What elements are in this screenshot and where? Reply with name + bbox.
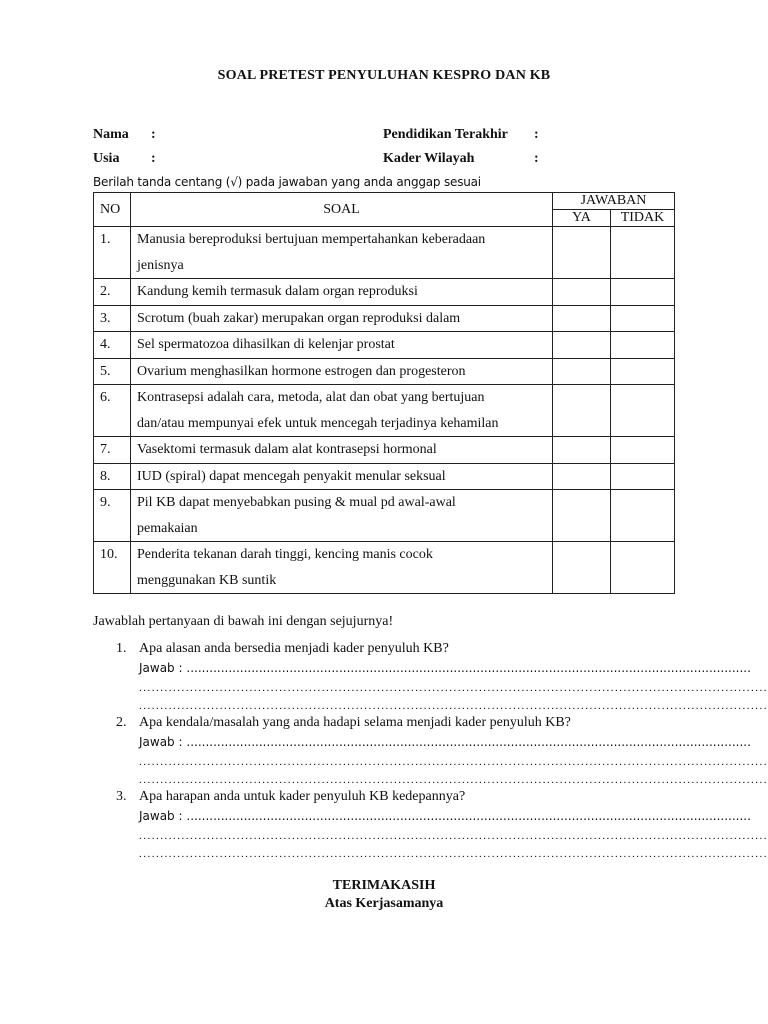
question-text-cont: dan/atau mempunyai efek untuk mencegah terjadinya kehamilan: [137, 415, 499, 431]
table-row: [94, 437, 675, 464]
page-title: SOAL PRETEST PENYULUHAN KESPRO DAN KB: [217, 68, 551, 83]
answer-field[interactable]: ....................................................................................................................................................: [139, 682, 768, 694]
answer-tidak-cell[interactable]: [611, 437, 675, 464]
row-number: 2.: [94, 279, 131, 306]
answer-field[interactable]: ....................................................................................................................................................: [139, 700, 768, 712]
table-row: [94, 463, 675, 490]
answer-ya-cell[interactable]: [553, 542, 611, 594]
essay-question-text: Apa harapan anda untuk kader penyuluh KB kedepannya?: [139, 789, 466, 804]
answer-tidak-cell[interactable]: [611, 332, 675, 359]
table-row: [94, 358, 675, 385]
essay-question: [116, 715, 571, 731]
field-label-pendidikan: Pendidikan Terakhir: [383, 127, 508, 142]
answer-tidak-cell[interactable]: [611, 305, 675, 332]
answer-ya-cell[interactable]: [553, 305, 611, 332]
answer-ya-cell[interactable]: [553, 227, 611, 279]
table-row: [94, 279, 675, 306]
closing-thanks: TERIMAKASIH: [332, 878, 436, 893]
row-number: 9.: [94, 490, 131, 542]
row-number: 5.: [94, 358, 131, 385]
question-text-cont: jenisnya: [137, 257, 184, 273]
essay-question-text: Apa kendala/masalah yang anda hadapi selama menjadi kader penyuluh KB?: [139, 715, 571, 730]
row-number: 7.: [94, 437, 131, 464]
header-jawaban: JAWABAN: [553, 193, 675, 210]
answer-field[interactable]: ....................................................................................................................................................: [139, 756, 768, 768]
answer-tidak-cell[interactable]: [611, 490, 675, 542]
question-text: Manusia bereproduksi bertujuan mempertahankan keberadaan: [137, 232, 486, 247]
header-soal: SOAL: [131, 193, 553, 227]
answer-tidak-cell[interactable]: [611, 358, 675, 385]
row-number: 4.: [94, 332, 131, 359]
table-row: [94, 490, 675, 542]
answer-ya-cell[interactable]: [553, 332, 611, 359]
answer-tidak-cell[interactable]: [611, 385, 675, 437]
essay-question-number: 3.: [116, 789, 127, 804]
row-number: 1.: [94, 227, 131, 279]
answer-dots: ....................................................................................................................................................: [186, 661, 751, 675]
closing-subtitle: Atas Kerjasamanya: [324, 896, 444, 911]
table-row: [94, 385, 675, 437]
essay-question: [116, 641, 449, 657]
answer-field[interactable]: [139, 661, 751, 675]
answer-ya-cell[interactable]: [553, 463, 611, 490]
question-text-cont: menggunakan KB suntik: [137, 572, 277, 588]
field-label-kader: Kader Wilayah: [383, 151, 475, 166]
field-colon: :: [534, 127, 539, 142]
essay-intro: Jawablah pertanyaan di bawah ini dengan sejujurnya!: [93, 614, 394, 629]
answer-tidak-cell[interactable]: [611, 279, 675, 306]
question-text: Scrotum (buah zakar) merupakan organ reproduksi dalam: [137, 310, 461, 326]
question-text: Kontrasepsi adalah cara, metoda, alat dan obat yang bertujuan: [137, 390, 485, 405]
jawab-label: Jawab :: [139, 809, 183, 823]
answer-field[interactable]: ....................................................................................................................................................: [139, 848, 768, 860]
essay-question: [116, 789, 465, 805]
field-colon: :: [151, 127, 156, 142]
answer-ya-cell[interactable]: [553, 490, 611, 542]
field-colon: :: [151, 151, 156, 166]
table-row: [94, 332, 675, 359]
answer-field[interactable]: ....................................................................................................................................................: [139, 830, 768, 842]
table-row: [94, 227, 675, 279]
answer-tidak-cell[interactable]: [611, 542, 675, 594]
answer-tidak-cell[interactable]: [611, 227, 675, 279]
answer-dots: ....................................................................................................................................................: [186, 809, 751, 823]
question-text-cont: pemakaian: [137, 520, 198, 536]
jawab-label: Jawab :: [139, 661, 183, 675]
question-text: Penderita tekanan darah tinggi, kencing manis cocok: [137, 547, 433, 562]
answer-tidak-cell[interactable]: [611, 463, 675, 490]
answer-ya-cell[interactable]: [553, 437, 611, 464]
answer-dots: ....................................................................................................................................................: [186, 735, 751, 749]
field-colon: :: [534, 151, 539, 166]
row-number: 3.: [94, 305, 131, 332]
table-row: [94, 305, 675, 332]
question-table: [93, 192, 675, 594]
field-label-usia: Usia: [93, 151, 120, 166]
table-row: [94, 542, 675, 594]
essay-question-number: 2.: [116, 715, 127, 730]
answer-ya-cell[interactable]: [553, 385, 611, 437]
question-text: Sel spermatozoa dihasilkan di kelenjar prostat: [137, 337, 395, 352]
answer-field[interactable]: [139, 809, 751, 823]
jawab-label: Jawab :: [139, 735, 183, 749]
answer-field[interactable]: ....................................................................................................................................................: [139, 774, 768, 786]
answer-field[interactable]: [139, 735, 751, 749]
question-text: IUD (spiral) dapat mencegah penyakit menular seksual: [137, 468, 446, 484]
question-text: Vasektomi termasuk dalam alat kontrasepsi hormonal: [137, 442, 437, 457]
answer-ya-cell[interactable]: [553, 358, 611, 385]
answer-ya-cell[interactable]: [553, 279, 611, 306]
header-ya: YA: [553, 210, 611, 227]
header-tidak: TIDAK: [611, 210, 675, 227]
question-text: Pil KB dapat menyebabkan pusing & mual pd awal-awal: [137, 495, 456, 510]
row-number: 6.: [94, 385, 131, 437]
essay-question-number: 1.: [116, 641, 127, 656]
row-number: 8.: [94, 463, 131, 490]
field-label-nama: Nama: [93, 127, 129, 142]
instruction-text: Berilah tanda centang (√) pada jawaban yang anda anggap sesuai: [93, 175, 481, 189]
row-number: 10.: [94, 542, 131, 594]
essay-question-text: Apa alasan anda bersedia menjadi kader penyuluh KB?: [139, 641, 449, 656]
question-text: Ovarium menghasilkan hormone estrogen dan progesteron: [137, 363, 466, 379]
header-no: NO: [94, 193, 131, 227]
question-text: Kandung kemih termasuk dalam organ reproduksi: [137, 284, 418, 299]
